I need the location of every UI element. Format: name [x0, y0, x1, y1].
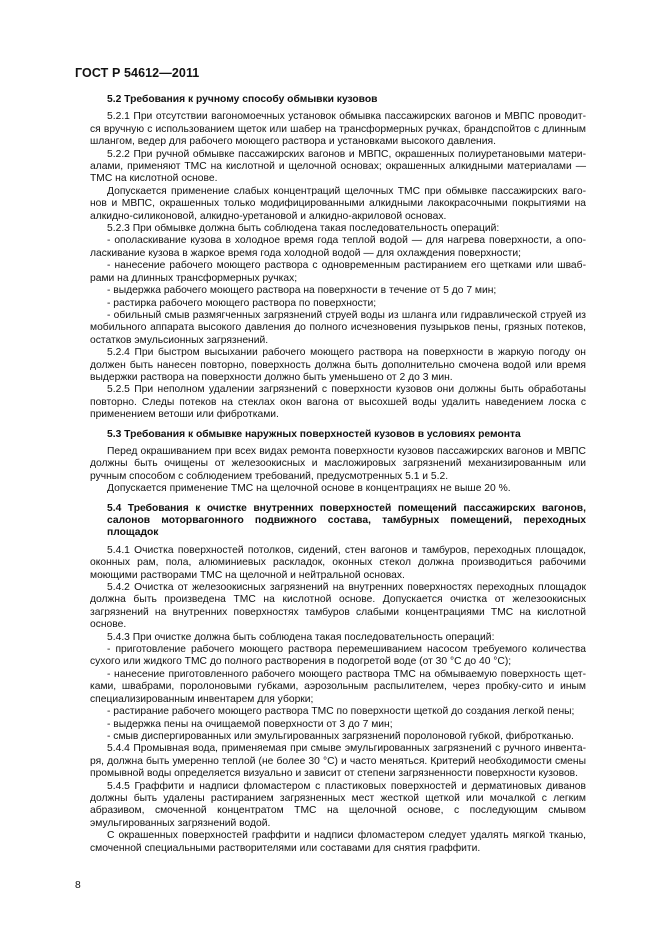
paragraph-5-3-a: Перед окрашиванием при всех видах ремонта поверхности кузовов пассажирских вагонов и МВПС должны быть очищены от железоокисных и масложировых загрязнений механизированным или ручным способом с соблюдением требований, предусмотренных 5.1 и 5.2.: [90, 445, 586, 482]
paragraph-5-2-1: 5.2.1 При отсутствии вагономоечных установок обмывка пассажирских вагонов и МВПС проводится вручную с использованием щеток или шабер на трансформерных ручках, брандспойтов с длинным шлангом, ведер для рабочего моющего раствора и установками высокого давления.: [90, 111, 586, 148]
paragraph-5-2-5: 5.2.5 При неполном удалении загрязнений с поверхности кузовов они должны быть обработаны повторно. Следы потеков на стеклах окон вагона от высохшей воды удалить наведением лоска с применением ветоши или фибротками.: [90, 384, 586, 421]
paragraph-5-4-5-b: С окрашенных поверхностей граффити и надписи фломастером следует удалять мягкой тканью, смоченной специальными растворителями или составами для снятия граффити.: [90, 830, 586, 854]
page-number: 8: [75, 880, 81, 891]
list-item: - нанесение рабочего моющего раствора с одновременным растиранием его щетками или швабрами на длинных трансформерных ручках;: [90, 260, 586, 284]
section-5-3-heading: 5.3 Требования к обмывке наружных поверхностей кузовов в условиях ремонта: [107, 428, 521, 440]
paragraph-5-2-2-b: Допускается применение слабых концентраций щелочных ТМС при обмывке пассажирских вагонов и МВПС, окрашенных только модифицированными алкидными лакокрасочными покрытиями на алкидно-силиконовой, алкидно-уретановой и алкидно-акриловой основах.: [90, 185, 586, 222]
list-item: - выдержка рабочего моющего раствора на поверхности в течение от 5 до 7 мин;: [107, 285, 497, 297]
list-item: - нанесение приготовленного рабочего моющего раствора ТМС на обмываемую поверхность щетками, швабрами, поролоновыми губками, аэрозольным распылителем, через пробку-сито и иным специализированным инвентарем для уборки;: [90, 668, 586, 705]
document-body: [90, 94, 586, 855]
list-item: - растирка рабочего моющего раствора по поверхности;: [107, 297, 377, 309]
paragraph-5-2-4: 5.2.4 При быстром высыхании рабочего моющего раствора на поверхности в жаркую погоду он должен быть нанесен повторно, поверхность должна быть дополнительно смочена водой или время выдержки раствора на поверхности должно быть уменьшено от 2 до 3 мин.: [90, 347, 586, 383]
list-item: - приготовление рабочего моющего раствора перемешиванием насосом требуемого количества сухого или жидкого ТМС до полного растворения в подогретой воде (от 30 °С до 40 °С);: [90, 644, 586, 668]
paragraph-5-4-4: 5.4.4 Промывная вода, применяемая при смыве эмульгированных загрязнений с ручного инвентаря, должна быть умеренно теплой (не более 30 °С) и часто меняться. Критерий необходимости смены промывной воды определяется визуально и зависит от степени загрязненности поверхности кузовов.: [90, 743, 586, 780]
list-item: - обильный смыв размягченных загрязнений струей воды из шланга или гидравлической струей из мобильного аппарата высокого давления до полного исчезновения пузырьков пены, грязных потеков, остатков эмульсионных загрязнений.: [90, 309, 586, 346]
paragraph-5-4-3: 5.4.3 При очистке должна быть соблюдена такая последовательность операций:: [107, 631, 495, 643]
section-5-4-heading: 5.4 Требования к очистке внутренних поверхностей помещений пассажирских вагонов, салонов моторвагонного подвижного состава, тамбурных помещений, переходных площадок: [107, 502, 586, 539]
paragraph-5-2-3: 5.2.3 При обмывке должна быть соблюдена такая последовательность операций:: [107, 223, 500, 235]
list-item: - ополаскивание кузова в холодное время года теплой водой — для нагрева поверхности, а ополаскивание кузова в жаркое время года холодной водой — для охлаждения поверхности;: [90, 235, 586, 259]
paragraph-5-4-5: 5.4.5 Граффити и надписи фломастером с пластиковых поверхностей и дерматиновых диванов должны быть удалены растиранием загрязненных мест жесткой щеткой или мочалкой с легким абразивом, смоченной концентратом ТМС на щелочной основе, с последующим смывом эмульгированных загрязнений водой.: [90, 780, 586, 829]
paragraph-5-4-1: 5.4.1 Очистка поверхностей потолков, сидений, стен вагонов и тамбуров, переходных площадок, оконных рам, пола, алюминиевых раскладок, оконных стекол должна производиться рабочими моющими растворами ТМС на щелочной и нейтральной основах.: [90, 544, 586, 581]
paragraph-5-2-2: 5.2.2 При ручной обмывке пассажирских вагонов и МВПС, окрашенных полиуретановыми материалами, применяют ТМС на кислотной и щелочной основах; окрашенных алкидными материалами — ТМС на кислотной основе.: [90, 148, 586, 185]
document-header: ГОСТ Р 54612—2011: [75, 66, 200, 80]
paragraph-5-4-2: 5.4.2 Очистка от железоокисных загрязнений на внутренних поверхностях переходных площадок должна быть произведена ТМС на кислотной основе. Допускается очистка от железоокисных загрязнений на внутренних поверхностях тамбуров слабыми концентрациями ТМС на кислотной основе.: [90, 582, 586, 631]
list-item: - выдержка пены на очищаемой поверхности от 3 до 7 мин;: [107, 718, 393, 730]
section-5-2-heading: 5.2 Требования к ручному способу обмывки кузовов: [107, 94, 378, 105]
paragraph-5-3-b: Допускается применение ТМС на щелочной основе в концентрациях не выше 20 %.: [107, 483, 511, 495]
list-item: - смыв диспергированных или эмульгированных загрязнений поролоновой губкой, фибротканью.: [107, 730, 574, 742]
list-item: - растирание рабочего моющего раствора ТМС по поверхности щеткой до создания легкой пены;: [107, 706, 575, 718]
